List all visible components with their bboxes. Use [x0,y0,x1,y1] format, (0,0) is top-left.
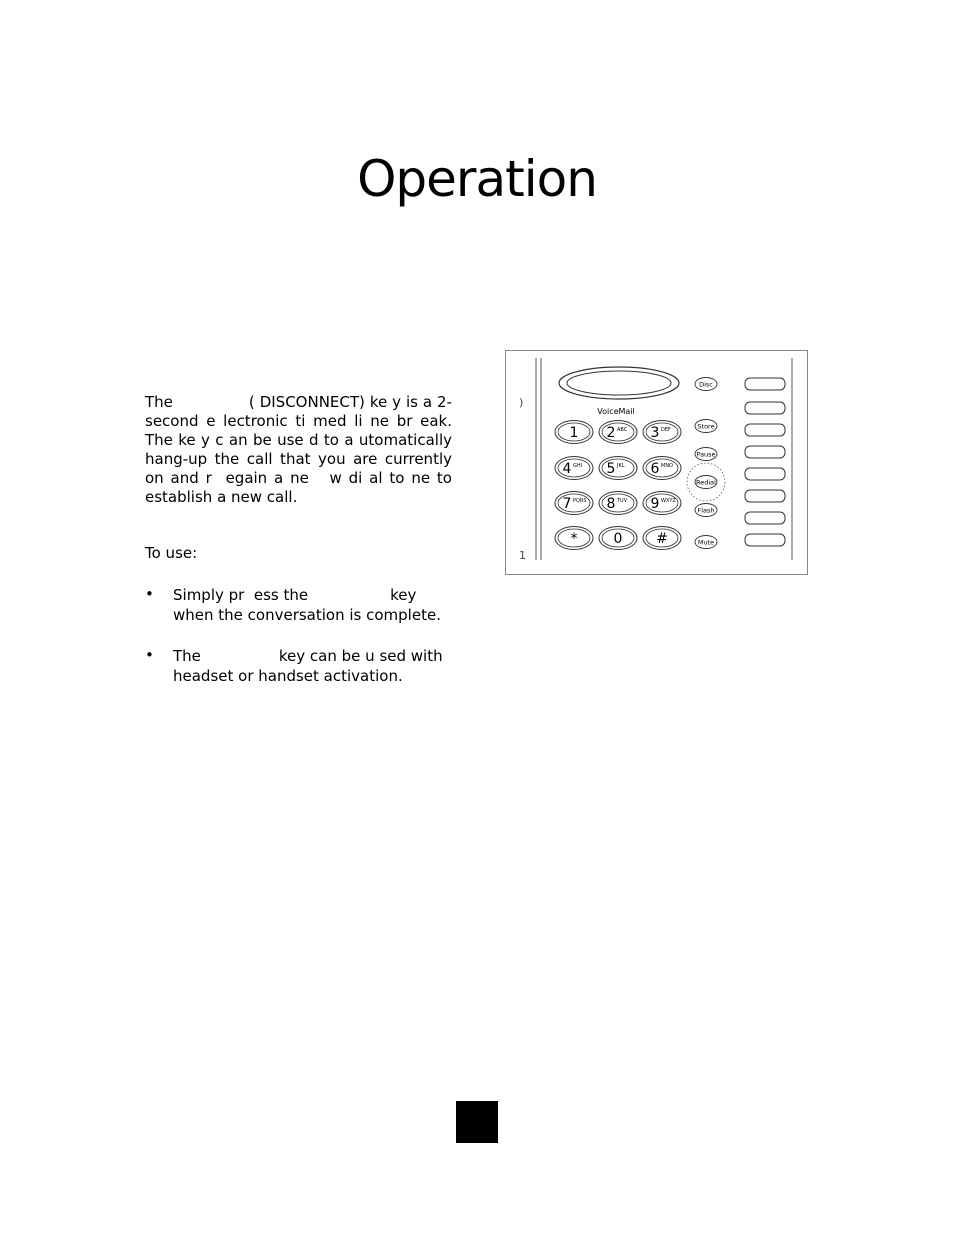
key-digit: 6 [650,461,660,477]
key-digit: 4 [562,461,572,477]
key-digit: 8 [606,496,616,512]
key-digit: 0 [613,531,623,547]
bullet-item [145,646,452,686]
bullet-text-part: ess the [253,586,309,604]
side-mark: 1 [519,549,526,562]
phone-keypad-illustration [505,350,808,575]
key-digit: 2 [606,425,616,441]
page-title: Operation [357,150,597,208]
bullet-icon: • [145,585,154,603]
key-letters: TUV [617,498,628,504]
key-digit: # [656,531,668,547]
function-key-label: Mute [697,538,715,547]
key-letters: ABC [617,427,628,433]
bullet-text-part: Simply pr [173,586,245,604]
function-key-label: Disc [699,380,713,389]
key-digit: 9 [650,496,660,512]
intro-paragraph [145,393,452,507]
bullet-text [173,646,452,686]
intro-text-3: egain a ne [225,469,309,487]
intro-text-1: The [145,393,173,411]
bullet-text-part: The [173,647,201,665]
bullet-item [145,585,452,625]
key-digit: 5 [606,461,616,477]
function-key-label: Pause [696,450,716,459]
key-letters: MNO [661,463,673,469]
key-digit: 3 [650,425,660,441]
key-letters: GHI [573,463,583,469]
key-digit: 1 [569,425,579,441]
page-number-box [456,1101,498,1143]
intro-text-2: ( DISCONNECT) ke y is a 2-second e lectronic ti med li ne br eak. The ke y c an be use d to a utomatically hang-up the call that you are currently on and r [145,393,452,487]
key-letters: JKL [617,463,625,469]
bullet-text-part: when the conversation is complete. [173,606,441,624]
bullet-text [173,585,452,625]
key-digit: * [570,531,578,547]
voicemail-label: VoiceMail [597,407,635,416]
function-key-label: Store [697,422,715,431]
key-letters: DEF [661,427,671,433]
to-use-heading: To use: [145,544,198,562]
key-digit: 7 [562,496,572,512]
bullet-text-part: key [390,586,417,604]
function-key-label: Flash [697,506,715,515]
key-letters: WXYZ [661,498,676,504]
side-mark: ) [519,396,524,409]
intro-text-4: w di al to ne to establish a new call. [145,469,452,506]
key-letters: PQRS [573,498,587,504]
function-key-label: Redial [696,478,716,487]
line-key-clip [744,561,786,574]
bullet-icon: • [145,646,154,664]
bullet-text-part: key can be u sed with headset or handset activation. [173,647,443,685]
